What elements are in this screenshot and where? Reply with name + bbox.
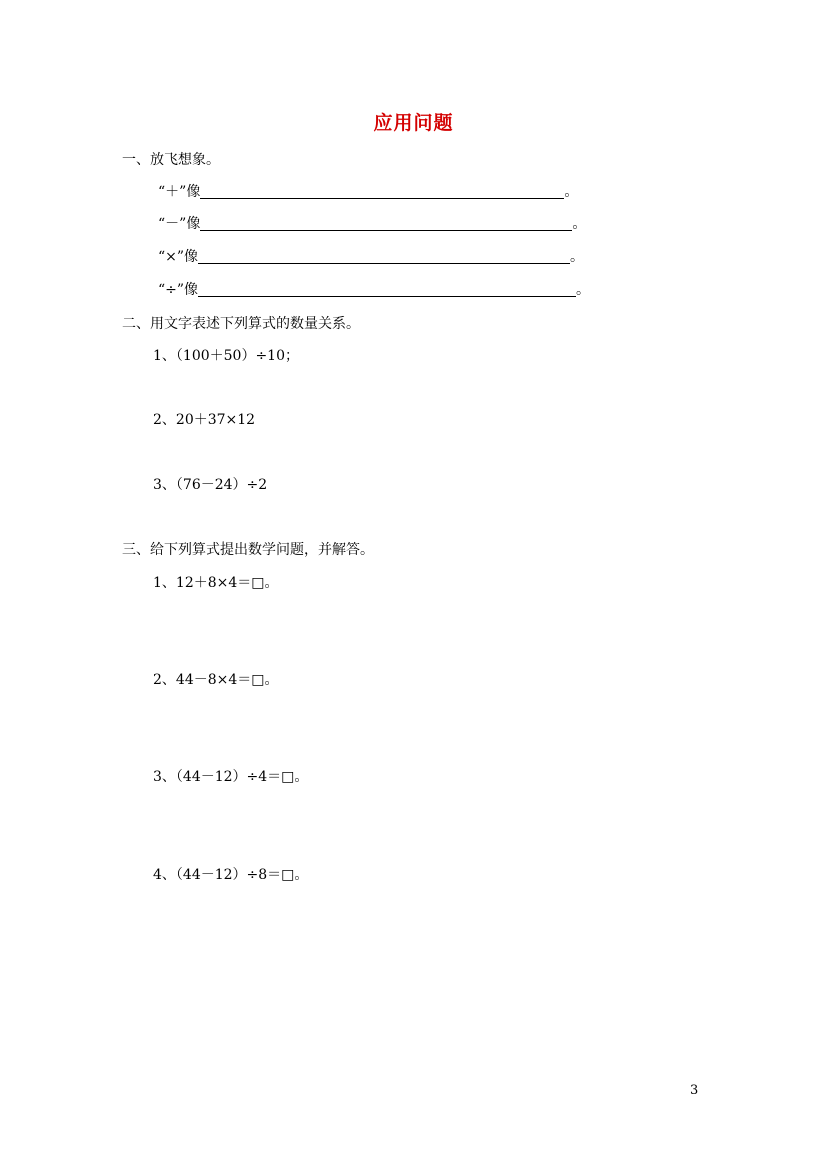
- fill-row-end: 。: [572, 216, 587, 232]
- equation-item: 4、（44－12）÷8＝□。: [153, 867, 309, 883]
- fill-row-end: 。: [564, 184, 579, 200]
- fill-row-minus: [158, 214, 586, 234]
- fill-row-times: [158, 247, 584, 267]
- section-2-heading: 二、用文字表述下列算式的数量关系。: [122, 316, 360, 332]
- fill-row-label: “＋”像: [158, 184, 201, 200]
- fill-row-label: “÷”像: [158, 282, 199, 298]
- answer-blank[interactable]: [200, 184, 564, 199]
- equation-item: 1、12＋8×4＝□。: [153, 575, 279, 591]
- fill-row-label: “×”像: [158, 249, 199, 265]
- page-number: 3: [690, 1083, 699, 1098]
- expression-item: 2、20＋37×12: [153, 412, 256, 428]
- answer-blank[interactable]: [200, 216, 572, 231]
- page-title: 应用问题: [373, 112, 454, 134]
- fill-row-plus: [158, 182, 578, 202]
- expression-item: 1、（100＋50）÷10；: [153, 348, 299, 364]
- expression-item: 3、（76－24）÷2: [153, 477, 268, 493]
- section-3-heading: 三、给下列算式提出数学问题，并解答。: [122, 542, 374, 558]
- fill-row-end: 。: [576, 282, 591, 298]
- equation-item: 3、（44－12）÷4＝□。: [153, 769, 309, 785]
- answer-blank[interactable]: [198, 282, 576, 297]
- fill-row-end: 。: [570, 249, 585, 265]
- answer-blank[interactable]: [198, 249, 570, 264]
- equation-item: 2、44－8×4＝□。: [153, 672, 279, 688]
- section-1-heading: 一、放飞想象。: [122, 152, 220, 168]
- fill-row-divide: [158, 280, 590, 300]
- fill-row-label: “－”像: [158, 216, 201, 232]
